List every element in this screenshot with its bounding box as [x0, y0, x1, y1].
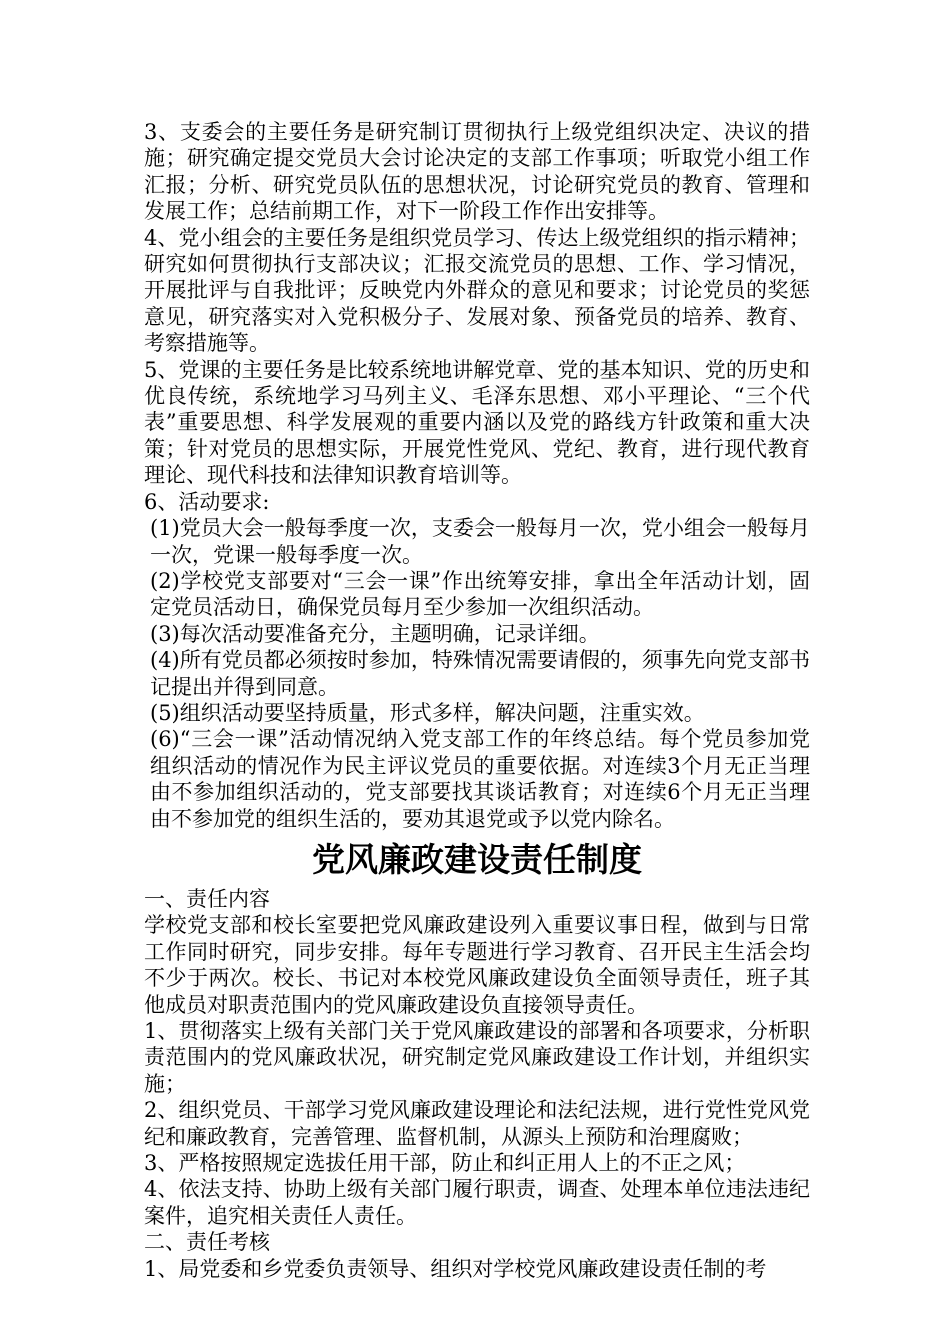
responsibility-item-1: 1、贯彻落实上级有关部门关于党风廉政建设的部署和各项要求，分析职责范围内的党风廉政状况，研究制定党风廉政建设工作计划，并组织实施； [144, 1019, 810, 1096]
assessment-item-1: 1、局党委和乡党委负责领导、组织对学校党风廉政建设责任制的考 [144, 1256, 767, 1281]
responsibility-item-4: 4、依法支持、协助上级有关部门履行职责，调查、处理本单位违法违纪案件，追究相关责任人责任。 [144, 1177, 810, 1228]
responsibility-item-2: 2、组织党员、干部学习党风廉政建设理论和法纪法规，进行党性党风党纪和廉政教育，完善管理、监督机制，从源头上预防和治理腐败； [144, 1098, 810, 1149]
requirement-item-3: (3)每次活动要准备充分，主题明确，记录详细。 [150, 621, 600, 646]
document-page [144, 119, 810, 1282]
responsibility-item-3: 3、严格按照规定选拔任用干部，防止和纠正用人上的不正之风； [144, 1151, 746, 1176]
requirement-item-4: (4)所有党员都必须按时参加，特殊情况需要请假的，须事先向党支部书记提出并得到同意。 [150, 648, 810, 699]
requirement-item-2: (2)学校党支部要对“三会一课”作出统筹安排，拿出全年活动计划，固定党员活动日，确保党员每月至少参加一次组织活动。 [150, 568, 810, 620]
requirement-item-1: (1)党员大会一般每季度一次，支委会一般每月一次，党小组会一般每月一次，党课一般每季度一次。 [150, 516, 810, 567]
paragraph-intro: 学校党支部和校长室要把党风廉政建设列入重要议事日程，做到与日常工作同时研究，同步安排。每年专题进行学习教育、召开民主生活会均不少于两次。校长、书记对本校党风廉政建设负全面领导责任，班子其他成员对职责范围内的党风廉政建设负直接领导责任。 [144, 913, 810, 1017]
heading-responsibility-content: 一、责任内容 [144, 886, 270, 911]
paragraph-6-activity-requirements: 6、活动要求: [144, 489, 270, 514]
paragraph-3-branch-committee: 3、支委会的主要任务是研究制订贯彻执行上级党组织决定、决议的措施；研究确定提交党员大会讨论决定的支部工作事项；听取党小组工作汇报；分析、研究党员队伍的思想状况，讨论研究党员的教育、管理和发展工作；总结前期工作，对下一阶段工作作出安排等。 [144, 120, 810, 224]
heading-responsibility-assessment: 二、责任考核 [144, 1230, 270, 1255]
requirement-item-6: (6)“三会一课”活动情况纳入党支部工作的年终总结。每个党员参加党组织活动的情况作为民主评议党员的重要依据。对连续3个月无正当理由不参加组织活动的，党支部要找其谈话教育；对连续6个月无正当理由不参加党的组织生活的，要劝其退党或予以党内除名。 [150, 727, 810, 831]
paragraph-4-party-group-meeting: 4、党小组会的主要任务是组织党员学习、传达上级党组织的指示精神；研究如何贯彻执行支部决议；汇报交流党员的思想、工作、学习情况，开展批评与自我批评；反映党内外群众的意见和要求；讨论党员的奖惩意见，研究落实对入党积极分子、发展对象、预备党员的培养、教育、考察措施等。 [144, 225, 810, 356]
section-title: 党风廉政建设责任制度 [312, 839, 642, 879]
requirement-item-5: (5)组织活动要坚持质量，形式多样，解决问题，注重实效。 [150, 700, 705, 725]
paragraph-5-party-lecture: 5、党课的主要任务是比较系统地讲解党章、党的基本知识、党的历史和优良传统，系统地学习马列主义、毛泽东思想、邓小平理论、“三个代表”重要思想、科学发展观的重要内涵以及党的路线方针政策和重大决策；针对党员的思想实际，开展党性党风、党纪、教育，进行现代教育理论、现代科技和法律知识教育培训等。 [144, 357, 810, 488]
